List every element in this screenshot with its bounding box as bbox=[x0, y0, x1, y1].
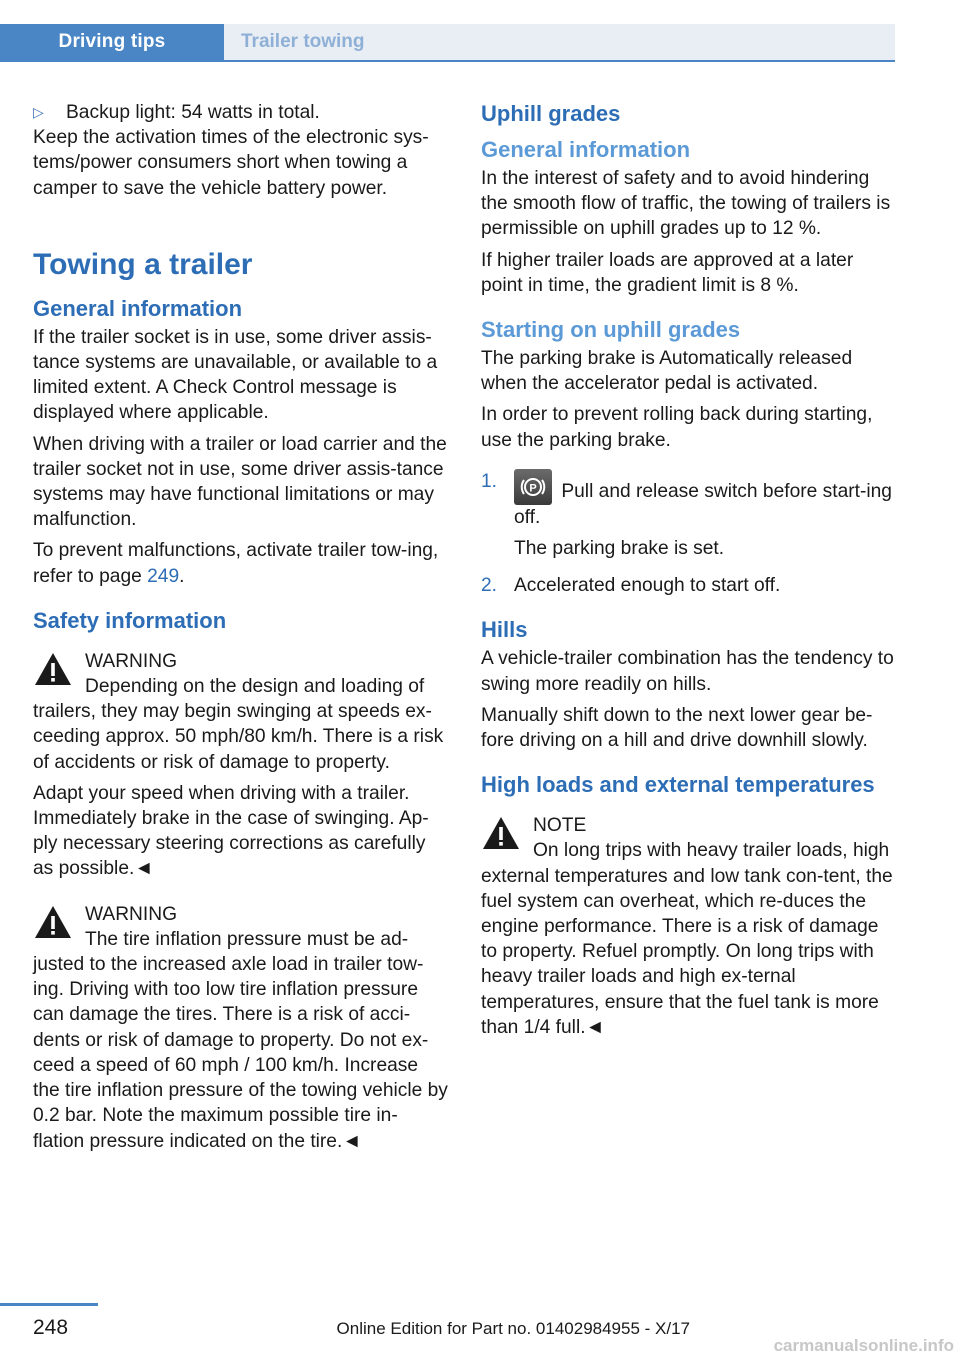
warning-title: WARNING bbox=[85, 903, 178, 925]
tab-trailer-towing[interactable]: Trailer towing bbox=[224, 24, 895, 60]
subsection-title: Starting on uphill grades bbox=[481, 317, 741, 343]
warning-text: Depending on the design and loading of trailers, they may begin swinging at speeds ex‐ceeding approx. 50 mph/80 km/h. There is a risk of accidents or risk of damage to property. bbox=[33, 676, 444, 773]
paragraph: When driving with a trailer or load carrier and the trailer socket not in use, some driver assis‐tance systems may have functional limitations or may malfunction. bbox=[33, 433, 447, 531]
section-title: Hills bbox=[481, 617, 528, 643]
list-item bbox=[481, 573, 896, 598]
paragraph bbox=[33, 538, 448, 588]
paragraph: Keep the activation times of the electronic sys‐tems/power consumers short when towing a camper to save the vehicle battery power. bbox=[33, 127, 429, 199]
paragraph: If the trailer socket is in use, some driver assis‐tance systems are unavailable, or available to a limited extent. A Check Control message is displayed where applicable. bbox=[33, 326, 438, 424]
paragraph: In order to prevent rolling back during starting, use the parking brake. bbox=[481, 404, 873, 451]
note-text: On long trips with heavy trailer loads, high external temperatures and low tank con‐tent, the fuel system can overheat, which re‐duces the engine performance. There is a risk of damage to property. Refuel promptly. On long trips with heavy trailer loads and high ex‐ternal temperatures, ensure that the fuel tank is more than 1/4 full.◄ bbox=[481, 840, 893, 1038]
step-text-line bbox=[514, 469, 896, 530]
paragraph-text: To prevent malfunctions, activate trailer tow‐ing, refer to page bbox=[33, 540, 439, 587]
warning-title: WARNING bbox=[85, 650, 178, 672]
tab-driving-tips[interactable]: Driving tips bbox=[0, 24, 224, 60]
section-title: High loads and external temperatures bbox=[481, 772, 875, 798]
warning-box bbox=[33, 649, 448, 775]
svg-text:P: P bbox=[529, 482, 537, 495]
paragraph: If higher trailer loads are approved at a later point in time, the gradient limit is 8 %. bbox=[481, 249, 854, 296]
subsection-title: Safety information bbox=[33, 607, 227, 633]
paragraph: The parking brake is Automatically released when the accelerator pedal is activated. bbox=[481, 348, 853, 395]
triangle-right-icon: ▷ bbox=[33, 104, 44, 120]
list-item bbox=[33, 100, 448, 125]
step-number: 1. bbox=[481, 470, 498, 492]
warning-triangle-icon bbox=[481, 815, 521, 851]
paragraph: A vehicle-trailer combination has the tendency to swing more readily on hills. bbox=[481, 648, 894, 695]
watermark: carmanualsonline.info bbox=[773, 1336, 954, 1355]
step-subtext: The parking brake is set. bbox=[514, 538, 725, 560]
subsection-title: General information bbox=[33, 295, 243, 321]
step-text: Accelerated enough to start off. bbox=[514, 575, 781, 597]
note-title: NOTE bbox=[533, 815, 587, 837]
right-column bbox=[481, 100, 896, 1046]
warning-triangle-icon bbox=[33, 904, 73, 940]
header-divider bbox=[0, 60, 895, 62]
warning-triangle-icon bbox=[33, 651, 73, 687]
list-item bbox=[481, 469, 896, 567]
edition-text: Online Edition for Part no. 01402984955 - X/17 bbox=[336, 1319, 690, 1338]
paragraph: In the interest of safety and to avoid hindering the smooth flow of traffic, the towing of trailers is permissible on uphill grades up to 12 %. bbox=[481, 168, 891, 240]
page-header bbox=[0, 0, 895, 62]
warning-text: The tire inflation pressure must be ad‐justed to the increased axle load in trailer tow‐ing. Driving with too low tire inflation pressure can damage the tires. There is a risk of acci‐dents or risk of damage to property. Do not ex‐ceed a speed of 60 mph / 100 km/h. Increase the tire inflation pressure of the towing vehicle by 0.2 bar. Note the maximum possible tire in‐flation pressure indicated on the tire.◄ bbox=[33, 928, 448, 1152]
section-title: Uphill grades bbox=[481, 101, 621, 126]
left-column bbox=[33, 100, 448, 1160]
warning-box bbox=[33, 902, 448, 1154]
paragraph: Manually shift down to the next lower gear be‐fore driving on a hill and drive downhill slowly. bbox=[481, 704, 873, 752]
list-item-text: Backup light: 54 watts in total. bbox=[66, 102, 320, 123]
paragraph-text: . bbox=[179, 565, 185, 587]
subsection-title: General information bbox=[481, 137, 691, 162]
paragraph: Adapt your speed when driving with a trailer. Immediately brake in the case of swinging. Ap‐ply necessary steering corrections as carefully as possible.◄ bbox=[33, 782, 429, 880]
page-number: 248 bbox=[33, 1316, 69, 1339]
note-box bbox=[481, 813, 896, 1040]
parking-brake-icon bbox=[514, 469, 552, 505]
step-text: Pull and release switch before start‐ing off. bbox=[514, 480, 892, 528]
step-number: 2. bbox=[481, 575, 498, 597]
page-link[interactable]: 249 bbox=[147, 565, 180, 587]
section-title: Towing a trailer bbox=[33, 247, 253, 281]
footer-divider bbox=[0, 1303, 98, 1306]
